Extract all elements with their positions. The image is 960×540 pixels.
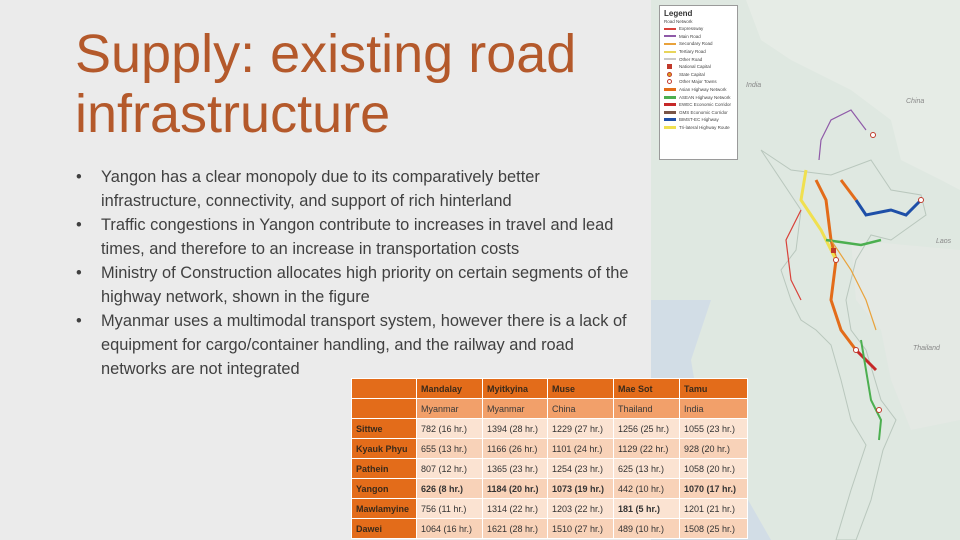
legend-item-label: State Capital [679, 71, 705, 77]
table-origin-cell: Mawlamyine [352, 499, 417, 519]
legend-item [664, 78, 734, 86]
slide-title: Supply: existing road infrastructure [75, 24, 577, 144]
map-label-china: China [906, 98, 925, 105]
legend-item [664, 93, 734, 101]
distance-table-body [352, 379, 748, 539]
table-cell: 1510 (27 hr.) [548, 519, 614, 539]
table-cell: 1101 (24 hr.) [548, 439, 614, 459]
table-cell: 928 (20 hr.) [680, 439, 748, 459]
legend-item-label: GMS Economic Corridor [679, 109, 728, 115]
legend-item-label: ASEAN Highway Network [679, 94, 731, 100]
table-country-cell [352, 399, 417, 419]
map-label-laos: Laos [936, 238, 952, 245]
legend-swatch-icon [664, 28, 676, 30]
table-cell: 782 (16 hr.) [417, 419, 483, 439]
map-label-thailand: Thailand [913, 345, 940, 352]
legend-item-label: Asian Highway Network [679, 87, 727, 93]
legend-item-label: EWEC Economic Corridor [679, 102, 732, 108]
table-country-cell: Thailand [614, 399, 680, 419]
legend-item [664, 63, 734, 71]
table-cell: 1201 (21 hr.) [680, 499, 748, 519]
table-cell: 1055 (23 hr.) [680, 419, 748, 439]
table-country-cell: Myanmar [483, 399, 548, 419]
bullet-item: • Myanmar uses a multimodal transport system, however there is a lack of equipment for cargo/container handling, and the railway and road networks are not integrated [74, 309, 644, 381]
legend-swatch-icon [664, 35, 676, 37]
table-cell: 1073 (19 hr.) [548, 479, 614, 499]
table-cell: 625 (13 hr.) [614, 459, 680, 479]
legend-item [664, 116, 734, 124]
legend-item-label: Tri-lateral Highway Route [679, 125, 730, 131]
table-row [352, 479, 748, 499]
legend-swatch-icon [667, 79, 672, 84]
table-origin-cell: Sittwe [352, 419, 417, 439]
legend-item-label: Secondary Road [679, 41, 713, 47]
bullet-item: • Traffic congestions in Yangon contribute to increases in travel and lead times, and therefore to an increase in transportation costs [74, 213, 644, 261]
table-cell: 807 (12 hr.) [417, 459, 483, 479]
distance-table [351, 378, 748, 539]
table-country-cell: China [548, 399, 614, 419]
table-cell: 1184 (20 hr.) [483, 479, 548, 499]
table-cell: 1166 (26 hr.) [483, 439, 548, 459]
table-cell: 1314 (22 hr.) [483, 499, 548, 519]
table-cell: 1129 (22 hr.) [614, 439, 680, 459]
legend-item-label: National Capital [679, 64, 711, 70]
table-origin-cell: Dawei [352, 519, 417, 539]
legend-item [664, 124, 734, 132]
table-row [352, 519, 748, 539]
legend-item [664, 48, 734, 56]
table-cell: 489 (10 hr.) [614, 519, 680, 539]
table-country-row [352, 399, 748, 419]
table-header-cell: Muse [548, 379, 614, 399]
bullet-list [74, 165, 644, 381]
legend-item [664, 55, 734, 63]
table-row [352, 419, 748, 439]
table-cell: 1508 (25 hr.) [680, 519, 748, 539]
table-header-cell: Tamu [680, 379, 748, 399]
bullet-item: • Ministry of Construction allocates high priority on certain segments of the highway network, shown in the figure [74, 261, 644, 309]
legend-swatch-icon [664, 58, 676, 60]
legend-swatch-icon [664, 96, 676, 99]
legend-item [664, 33, 734, 41]
table-cell: 756 (11 hr.) [417, 499, 483, 519]
legend-item-label: Other Road [679, 56, 703, 62]
bullet-item: • Yangon has a clear monopoly due to its comparatively better infrastructure, connectivity, and support of rich hinterland [74, 165, 644, 213]
legend-swatch-icon [667, 64, 672, 69]
table-cell: 1621 (28 hr.) [483, 519, 548, 539]
map-label-india: India [746, 82, 762, 89]
table-cell: 1365 (23 hr.) [483, 459, 548, 479]
legend-item [664, 71, 734, 79]
legend-swatch-icon [664, 126, 676, 129]
legend-item-label: Other Major Towns [679, 79, 717, 85]
table-row [352, 499, 748, 519]
legend-item [664, 109, 734, 117]
table-country-cell: India [680, 399, 748, 419]
legend-item [664, 25, 734, 33]
table-header-cell: Mae Sot [614, 379, 680, 399]
legend-item-label: Main Road [679, 33, 701, 39]
legend-swatch-icon [667, 72, 672, 77]
table-cell: 626 (8 hr.) [417, 479, 483, 499]
table-cell: 1254 (23 hr.) [548, 459, 614, 479]
legend-swatch-icon [664, 111, 676, 114]
legend-swatch-icon [664, 118, 676, 121]
table-cell: 1394 (28 hr.) [483, 419, 548, 439]
legend-item-label: Tertiary Road [679, 49, 706, 55]
table-cell: 1229 (27 hr.) [548, 419, 614, 439]
table-cell: 442 (10 hr.) [614, 479, 680, 499]
table-country-cell: Myanmar [417, 399, 483, 419]
table-cell: 1203 (22 hr.) [548, 499, 614, 519]
legend-item [664, 40, 734, 48]
table-row [352, 439, 748, 459]
table-row [352, 459, 748, 479]
legend-swatch-icon [664, 43, 676, 45]
legend-title: Legend [664, 9, 693, 18]
table-origin-cell: Yangon [352, 479, 417, 499]
map-legend [659, 5, 738, 160]
table-cell: 1070 (17 hr.) [680, 479, 748, 499]
table-cell: 1058 (20 hr.) [680, 459, 748, 479]
legend-swatch-icon [664, 103, 676, 106]
legend-swatch-icon [664, 88, 676, 91]
legend-item [664, 86, 734, 94]
legend-swatch-icon [664, 51, 676, 53]
table-cell: 655 (13 hr.) [417, 439, 483, 459]
legend-item-label: Expressway [679, 26, 704, 32]
table-header-cell: Myitkyina [483, 379, 548, 399]
table-header-cell: Mandalay [417, 379, 483, 399]
table-cell: 1256 (25 hr.) [614, 419, 680, 439]
table-cell: 1064 (16 hr.) [417, 519, 483, 539]
table-origin-cell: Pathein [352, 459, 417, 479]
legend-items [664, 25, 734, 131]
legend-subtitle: Road Network [664, 19, 693, 24]
table-origin-cell: Kyauk Phyu [352, 439, 417, 459]
legend-item-label: BIMST-EC Highway [679, 117, 719, 123]
table-cell: 181 (5 hr.) [614, 499, 680, 519]
table-header-cell [352, 379, 417, 399]
legend-item [664, 101, 734, 109]
table-header-row [352, 379, 748, 399]
